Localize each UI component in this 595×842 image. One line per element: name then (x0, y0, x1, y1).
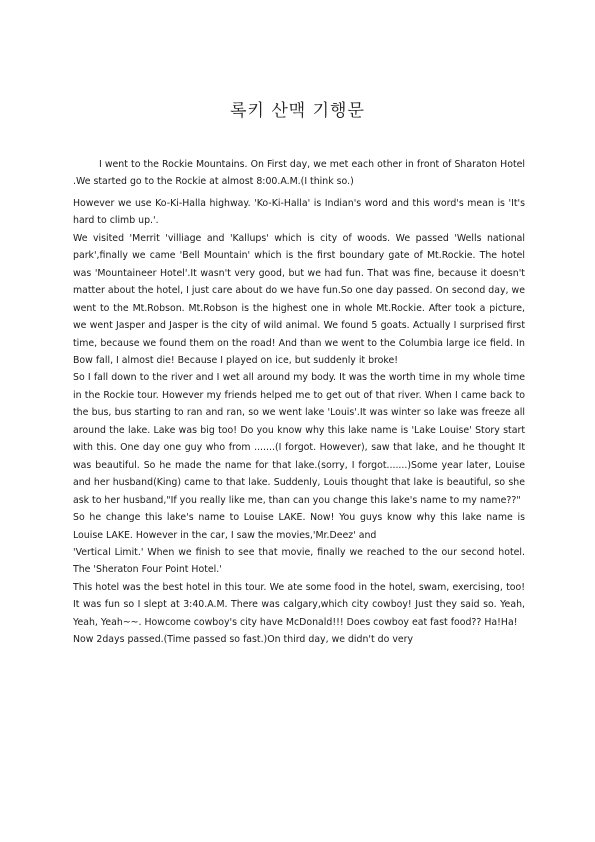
paragraph: I went to the Rockie Mountains. On First day, we met each other in front of Sharaton Hotel .We started go to the Rockie at almost 8:00.A.M.(I think so.) (73, 159, 525, 188)
paragraph: So he change this lake's name to Louise LAKE. Now! You guys know why this lake name is Louise LAKE. However in the car, I saw the movies,'Mr.Deez' and (73, 512, 525, 541)
paragraph: 'Vertical Limit.' When we finish to see that movie, finally we reached to the our second hotel. The 'Sheraton Four Point Hotel.' (73, 546, 525, 576)
paragraph: However we use Ko-Ki-Halla highway. 'Ko-Ki-Halla' is Indian's word and this word's mean is 'It's hard to climb up.'. (73, 197, 525, 227)
paragraph: So I fall down to the river and I wet all around my body. It was the worth time in my whole time in the Rockie tour. However my friends helped me to get out of that river. When I came back to the bus, bus starting to ran and ran, so we went lake 'Louis'.It was winter so lake was freeze all around the lake. Lake was big too! Do you know why this lake name is 'Lake Louise' Story start with this. One day one guy who from .......(I forgot. However), saw that lake, and he thought It was beautiful. So he made the name for that lake.(sorry, I forgot.......)Some year later, Louise and her husband(King) came to that lake. Suddenly, Louis thought that lake is beautiful, so she ask to her husband,"If you really like me, than can you change this lake's name to my name??" (73, 372, 525, 506)
document-title: 록키 산맥 기행문 (230, 101, 365, 121)
paragraph: Now 2days passed.(Time passed so fast.)On third day, we didn't do very (73, 634, 414, 646)
paragraph: This hotel was the best hotel in this tour. We ate some food in the hotel, swam, exercising, too! It was fun so I slept at 3:40.A.M. There was calgary,which city cowboy! Just they said so. Yeah, Yeah, Yeah~~. Howcome cowboy's city have McDonald!!! Does cowboy eat fast food?? Ha!Ha! (73, 581, 525, 628)
paragraph: We visited 'Merrit 'villiage and 'Kallups' which is city of woods. We passed 'Wells national park',finally we came 'Bell Mountain' which is the first boundary gate of Mt.Rockie. The hotel was 'Mountaineer Hotel'.It wasn't very good, but we had fun. That was fine, because it doesn't matter about the hotel, I just care about do we have fun.So one day passed. On second day, we went to the Mt.Robson. Mt.Robson is the highest one in whole Mt.Rockie. After took a picture, we went Jasper and Jasper is the city of wild animal. We found 5 goats. Actually I surprised first time, because we found them on the road! And than we went to the Columbia large ice field. In Bow fall, I almost die! Because I played on ice, but suddenly it broke! (73, 232, 525, 366)
document-body (73, 156, 525, 649)
